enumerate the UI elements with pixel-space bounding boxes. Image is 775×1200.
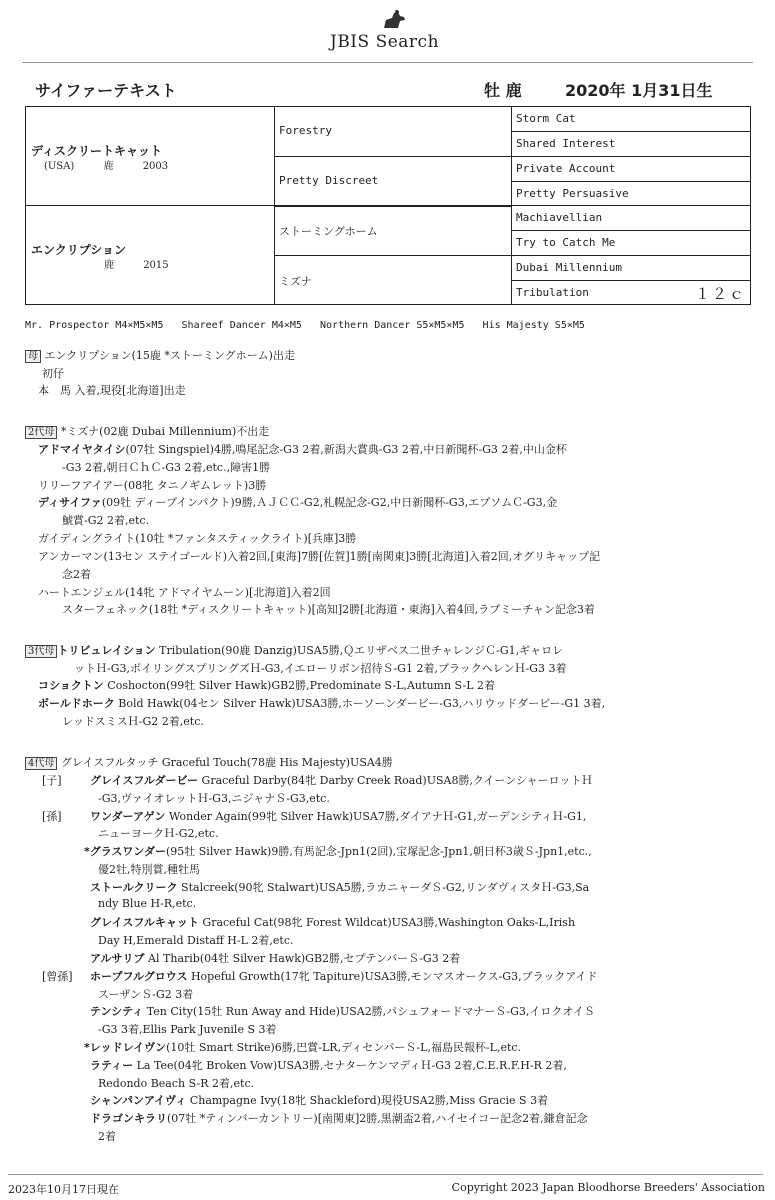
horse-rider-icon: [378, 10, 408, 30]
horse-link[interactable]: アルサリブ: [90, 952, 145, 965]
horse-link[interactable]: シャンパンアイヴィ: [90, 1094, 187, 1107]
family-line: [74, 660, 566, 676]
family-line: [98, 1128, 116, 1144]
gen3-name[interactable]: Storm Cat: [516, 112, 576, 125]
family-line: [38, 382, 186, 398]
family-line: [62, 601, 595, 617]
gen3-name[interactable]: Private Account: [516, 162, 616, 175]
line-text: レッドスミスＨ-G2 2着,etc.: [62, 715, 204, 728]
line-text: ndy Blue H-R,etc.: [98, 897, 197, 910]
line-text: エンクリプション(15鹿 *ストーミングホーム)出走: [41, 349, 295, 362]
as-of-date: 2023年10月17日現在: [8, 1183, 119, 1196]
relation-label: [孫]: [42, 810, 62, 823]
gen3-cell: [511, 156, 751, 182]
gen3-name[interactable]: Machiavellian: [516, 211, 603, 224]
line-text: Tribulation(90鹿 Danzig)USA5勝,Ｑエリザベス二世チャレンジＣ-G1,ギャロレ: [155, 644, 564, 657]
dam-color: 鹿: [104, 260, 114, 271]
gen3-cell: [511, 205, 751, 231]
gen3-cell: [511, 280, 751, 305]
family-line: [38, 695, 605, 711]
line-text: -G3,ヴァイオレットＨ-G3,ニジャナＳ-G3,etc.: [98, 792, 330, 805]
sex-color: 牡 鹿: [484, 81, 522, 100]
horse-link[interactable]: ワンダーアゲン: [90, 810, 166, 823]
line-text: 本 馬 入着,現役[北海道]出走: [38, 384, 186, 397]
line-text: (09牡 ディープインパクト)9勝,ＡＪＣＣ-G2,札幌記念-G2,中日新聞杯-G3,エプソムＣ-G3,金: [101, 496, 558, 509]
family-line: [90, 879, 589, 895]
horse-link[interactable]: *レッドレイヴン: [84, 1041, 167, 1054]
line-text: (10牡 Smart Strike)6勝,巴賞-LR,ディセンバーＳ-L,福島民報杯-L,etc.: [166, 1041, 522, 1054]
gen2-cell: [274, 255, 512, 305]
line-text: Champagne Ivy(18牝 Shackleford)現役USA2勝,Miss Gracie S 3着: [186, 1094, 549, 1107]
family-line: [90, 1003, 595, 1019]
line-text: -G3 3着,Ellis Park Juvenile S 3着: [98, 1023, 277, 1036]
family-line: [38, 441, 567, 457]
family-line: [90, 914, 575, 930]
relation-label: [子]: [42, 774, 62, 787]
copyright: Copyright 2023 Japan Bloodhorse Breeders' Association: [451, 1181, 765, 1194]
birth-date: 2020年 1月31日生: [565, 81, 713, 100]
line-text: La Tee(04牝 Broken Vow)USA3勝,セナターケンマディＨ-G3 2着,C.E.R.F.H-R 2着,: [133, 1059, 567, 1072]
family-line: [25, 347, 295, 363]
gen2-name[interactable]: ミズナ: [279, 275, 312, 288]
family-line: [84, 843, 592, 859]
horse-link[interactable]: コショクトン: [38, 679, 104, 692]
generation-badge: 3代母: [25, 645, 57, 658]
horse-link[interactable]: テンシティ: [90, 1005, 144, 1018]
horse-link[interactable]: ドラゴンキラリ: [90, 1112, 167, 1125]
gen3-name[interactable]: Tribulation: [516, 286, 589, 299]
dam-meta: [104, 256, 169, 271]
family-line: [42, 808, 586, 824]
gen2-cell: [274, 106, 512, 157]
line-text: Coshocton(99牡 Silver Hawk)GB2勝,Predominate S-L,Autumn S-L 2着: [103, 679, 495, 692]
family-line: [98, 897, 196, 910]
logo-search: Search: [375, 32, 440, 52]
family-line: [90, 950, 460, 966]
family-line: [98, 861, 200, 877]
horse-link[interactable]: グレイスフルダービー: [90, 774, 199, 787]
family-line: [84, 1039, 521, 1055]
line-text: 2着: [98, 1130, 116, 1143]
family-line: [25, 423, 269, 439]
sire-year: 2003: [142, 161, 169, 172]
horse-link[interactable]: *グラスワンダー: [84, 845, 166, 858]
header-divider: [22, 62, 753, 63]
horse-name: サイファーテキスト: [35, 81, 177, 100]
family-line: [98, 986, 193, 1002]
family-line: [38, 494, 557, 510]
line-text: ガイディングライト(10牡 *ファンタスティックライト)[兵庫]3勝: [38, 532, 357, 545]
gen2-name[interactable]: Forestry: [279, 124, 332, 137]
line-text: Al Tharib(04牡 Silver Hawk)GB2勝,セプテンバーＳ-G3 2着: [144, 952, 461, 965]
horse-link[interactable]: ホープフルグロウス: [90, 970, 188, 983]
dam-name[interactable]: エンクリプション: [31, 243, 127, 257]
line-text: アンカーマン(13セン ステイゴールド)入着2回,[東海]7勝[佐賀]1勝[南関東]3勝[北海道]入着2回,オグリキャップ記: [38, 550, 601, 563]
family-line: [38, 548, 600, 564]
gen2-cell: [274, 205, 512, 256]
generation-badge: 4代母: [25, 757, 57, 770]
family-line: [42, 968, 597, 984]
family-line: [62, 713, 204, 729]
horse-link[interactable]: ディサイファ: [38, 496, 102, 509]
family-line: [90, 1110, 588, 1126]
line-text: 初仔: [42, 367, 64, 380]
line-text: Redondo Beach S-R 2着,etc.: [98, 1077, 255, 1090]
family-line: [62, 566, 91, 582]
line-text: Graceful Cat(98牝 Forest Wildcat)USA3勝,Washington Oaks-L,Irish: [198, 916, 576, 929]
sire-meta: [44, 157, 168, 172]
line-text: 念2着: [62, 568, 91, 581]
line-text: Hopeful Growth(17牝 Tapiture)USA3勝,モンマスオークス-G3,ブラックアイド: [187, 970, 598, 983]
line-text: 優2牡,特別賞,種牡馬: [98, 863, 200, 876]
line-text: (07牡 *ティンバーカントリー)[南関東]2勝,黒潮盃2着,ハイセイコー記念2着,鎌倉記念: [167, 1112, 588, 1125]
line-text: *ミズナ(02鹿 Dubai Millennium)不出走: [57, 425, 270, 438]
family-line: [98, 790, 330, 806]
line-text: (95牡 Silver Hawk)9勝,有馬記念-Jpn1(2回),宝塚記念-Jpn1,朝日杯3歳Ｓ-Jpn1,etc.,: [165, 845, 592, 858]
gen2-name[interactable]: ストーミングホーム: [279, 225, 378, 238]
horse-link[interactable]: グレイスフルキャット: [90, 916, 199, 929]
gen2-name[interactable]: Pretty Discreet: [279, 174, 379, 187]
line-text: グレイスフルタッチ Graceful Touch(78鹿 His Majesty)USA4勝: [57, 756, 393, 769]
generation-badge: 母: [25, 350, 41, 363]
sire-color: 鹿: [103, 161, 114, 172]
generation-badge: 2代母: [25, 426, 57, 439]
line-text: Wonder Again(99牝 Silver Hawk)USA7勝,ダイアナＨ-G1,ガーデンシティＨ-G1,: [165, 810, 587, 823]
family-line: [98, 1021, 276, 1037]
family-line: [25, 642, 563, 658]
gen3-cell: [511, 131, 751, 157]
gen3-cell: [511, 106, 751, 132]
line-text: ットＨ-G3,ボイリングスプリングズＨ-G3,イエローリボン招待Ｓ-G1 2着,ブラックヘレンＨ-G3 3着: [74, 662, 567, 675]
gen3-name[interactable]: Shared Interest: [516, 137, 616, 150]
gen3-name[interactable]: Dubai Millennium: [516, 261, 622, 274]
horse-link[interactable]: ラティー: [90, 1059, 134, 1072]
gen3-name[interactable]: Try to Catch Me: [516, 236, 616, 249]
jbis-logo[interactable]: [330, 10, 470, 52]
gen2-cell: [274, 156, 512, 207]
family-line: [62, 459, 270, 475]
line-text: スターフェネック(18牡 *ディスクリートキャット)[高知]2勝[北海道・東海]入着4回,ラブミーチャン記念3着: [62, 603, 595, 616]
gen3-cell: [511, 181, 751, 206]
sire-name[interactable]: ディスクリートキャット: [31, 144, 163, 158]
family-line: [42, 772, 592, 788]
family-line: [38, 530, 356, 546]
line-text: リリーフアイアー(08牝 タニノギムレット)3勝: [38, 479, 267, 492]
gen3-cell: [511, 255, 751, 281]
family-line: [38, 477, 266, 493]
family-line: [98, 932, 294, 948]
relation-label: [曾孫]: [42, 970, 73, 983]
line-text: Day H,Emerald Distaff H-L 2着,etc.: [98, 934, 294, 947]
gen3-name[interactable]: Pretty Persuasive: [516, 187, 629, 200]
line-text: スーザンＳ-G2 3着: [98, 988, 194, 1001]
horse-link[interactable]: ストールクリーク: [90, 881, 178, 894]
line-text: 鯱賞-G2 2着,etc.: [62, 514, 150, 527]
horse-link[interactable]: ボールドホーク: [38, 697, 115, 710]
sire-origin: (USA): [44, 161, 75, 172]
family-line: [62, 512, 149, 528]
line-text: ニューヨークＨ-G2,etc.: [98, 827, 219, 840]
family-line: [90, 1092, 548, 1108]
line-text: -G3 2着,朝日ＣｈＣ-G3 2着,etc.,障害1勝: [62, 461, 271, 474]
family-line: [98, 825, 219, 841]
family-number: １２ｃ: [694, 285, 746, 303]
line-text: ハートエンジェル(14牝 アドマイヤムーン)[北海道]入着2回: [38, 586, 331, 599]
family-line: [42, 365, 64, 381]
gen3-cell: [511, 230, 751, 256]
logo-jbis: JBIS: [330, 32, 370, 52]
family-line: [25, 754, 393, 770]
dam-cell: [25, 205, 275, 305]
family-line: [38, 677, 495, 693]
sire-cell: [25, 106, 275, 206]
footer-divider: [8, 1174, 763, 1175]
line-text: Bold Hawk(04セン Silver Hawk)USA3勝,ホーソーンダービー-G3,ハリウッドダービー-G1 3着,: [114, 697, 606, 710]
line-text: Ten City(15牡 Run Away and Hide)USA2勝,パシュフォードマナーＳ-G3,イロクオイＳ: [143, 1005, 595, 1018]
family-line: [98, 1075, 254, 1091]
horse-link[interactable]: トリビュレイション: [57, 644, 156, 657]
horse-link[interactable]: アドマイヤタイシ: [38, 443, 126, 456]
line-text: (07牡 Singspiel)4勝,鳴尾記念-G3 2着,新潟大賞典-G3 2着,中日新聞杯-G3 2着,中山金杯: [125, 443, 567, 456]
inbreeding-text: Mr. Prospector M4×M5×M5 Shareef Dancer M4×M5 Northern Dancer S5×M5×M5 His Majesty S5×M5: [25, 320, 585, 331]
family-line: [90, 1057, 567, 1073]
pedigree-table: [25, 106, 751, 305]
dam-year: 2015: [143, 260, 169, 271]
line-text: Graceful Darby(84牝 Darby Creek Road)USA8勝,クイーンシャーロットＨ: [198, 774, 593, 787]
family-line: [38, 584, 331, 600]
line-text: Stalcreek(90牝 Stalwart)USA5勝,ラカニャーダＳ-G2,リンダヴィスタＨ-G3,Sa: [177, 881, 590, 894]
